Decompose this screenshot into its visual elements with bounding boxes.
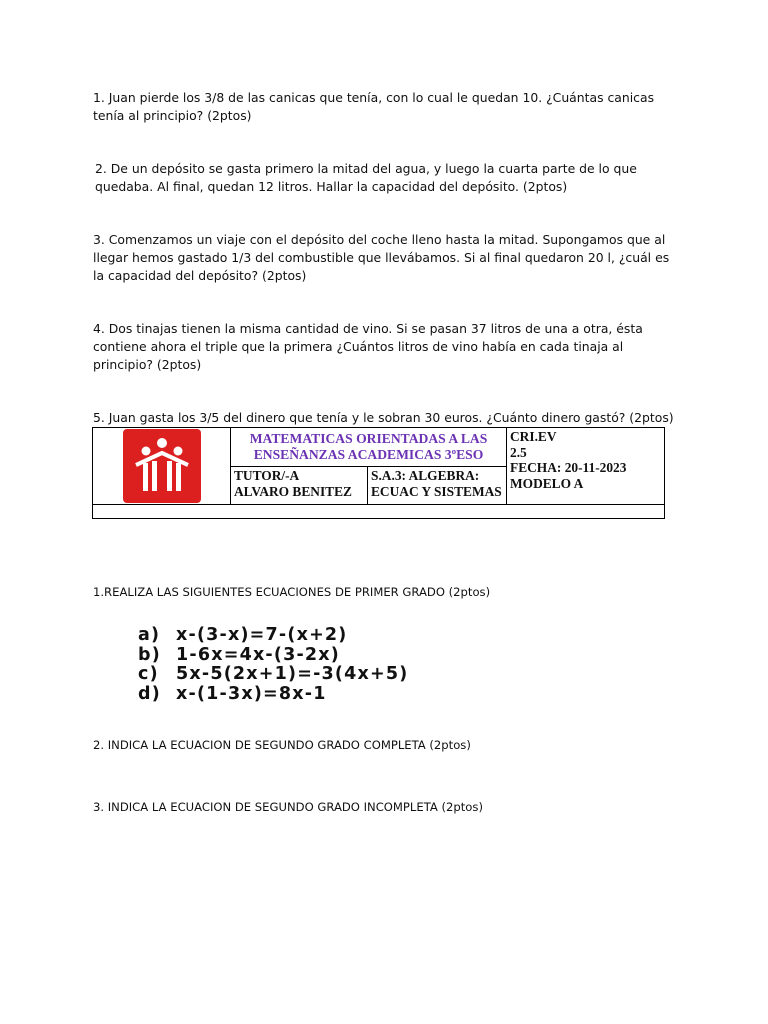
section-2-title: 2. INDICA LA ECUACION DE SEGUNDO GRADO COMPLETA (2ptos) — [93, 738, 471, 752]
equation-expression: x-(1-3x)=8x-1 — [176, 683, 327, 704]
equation-a — [138, 626, 408, 646]
tutor-label: TUTOR/-A — [234, 468, 300, 484]
equation-label: a) — [138, 625, 161, 645]
tutor-cell — [231, 467, 368, 505]
exam-header-table — [92, 427, 665, 519]
crlev-value: 2.5 — [510, 444, 527, 460]
equation-expression: 5x-5(2x+1)=-3(4x+5) — [176, 664, 409, 684]
school-logo-graphic — [123, 429, 201, 503]
problem-2: 2. De un depósito se gasta primero la mitad del agua, y luego la cuarta parte de lo que quedaba. Al final, quedan 12 litros. Hallar la capacidad del depósito. (2ptos) — [95, 161, 637, 194]
equation-d — [138, 685, 408, 705]
school-logo-icon — [123, 429, 201, 503]
problem-5: 5. Juan gasta los 3/5 del dinero que tenía y le sobran 30 euros. ¿Cuánto dinero gastó? (2ptos) — [93, 410, 674, 425]
problem-4: 4. Dos tinajas tienen la misma cantidad de vino. Si se pasan 37 litros de una a otra, ésta contiene ahora el triple que la primera ¿Cuántos litros de vino había en cada tinaja al principio? (2ptos) — [93, 321, 643, 372]
section-1-title: 1.REALIZA LAS SIGUIENTES ECUACIONES DE PRIMER GRADO (2ptos) — [93, 585, 491, 599]
exam-date: FECHA: 20-11-2023 — [510, 460, 627, 475]
equation-expression: 1-6x=4x-(3-2x) — [176, 644, 340, 665]
exam-info-cell — [507, 428, 665, 505]
crlev-label: CRI.EV — [510, 429, 557, 444]
tutor-name: ALVARO BENITEZ — [234, 483, 352, 499]
equation-label: d) — [138, 683, 161, 704]
empty-row — [93, 505, 665, 519]
subject-title: MATEMATICAS ORIENTADAS A LAS ENSEÑANZAS ACADEMICAS 3ºESO — [231, 428, 507, 467]
problem-3: 3. Comenzamos un viaje con el depósito del coche lleno hasta la mitad. Supongamos que al llegar hemos gastado 1/3 del combustible que llevábamos. Si al final quedaron 20 l, ¿cuál es la capacidad del depósito? (2ptos) — [93, 232, 670, 283]
equation-b — [138, 646, 408, 666]
exam-model: MODELO A — [510, 475, 584, 491]
equation-label: c) — [138, 664, 159, 684]
equation-list — [138, 626, 408, 704]
section-3-title: 3. INDICA LA ECUACION DE SEGUNDO GRADO INCOMPLETA (2ptos) — [93, 800, 483, 814]
equation-c — [138, 665, 408, 685]
learning-situation: S.A.3: ALGEBRA: ECUAC Y SISTEMAS — [368, 467, 507, 505]
problem-1: 1. Juan pierde los 3/8 de las canicas que tenía, con lo cual le quedan 10. ¿Cuántas canicas tenía al principio? (2ptos) — [93, 90, 655, 123]
logo-cell — [93, 428, 231, 505]
equation-expression: x-(3-x)=7-(x+2) — [176, 625, 348, 645]
equation-label: b) — [138, 644, 161, 665]
